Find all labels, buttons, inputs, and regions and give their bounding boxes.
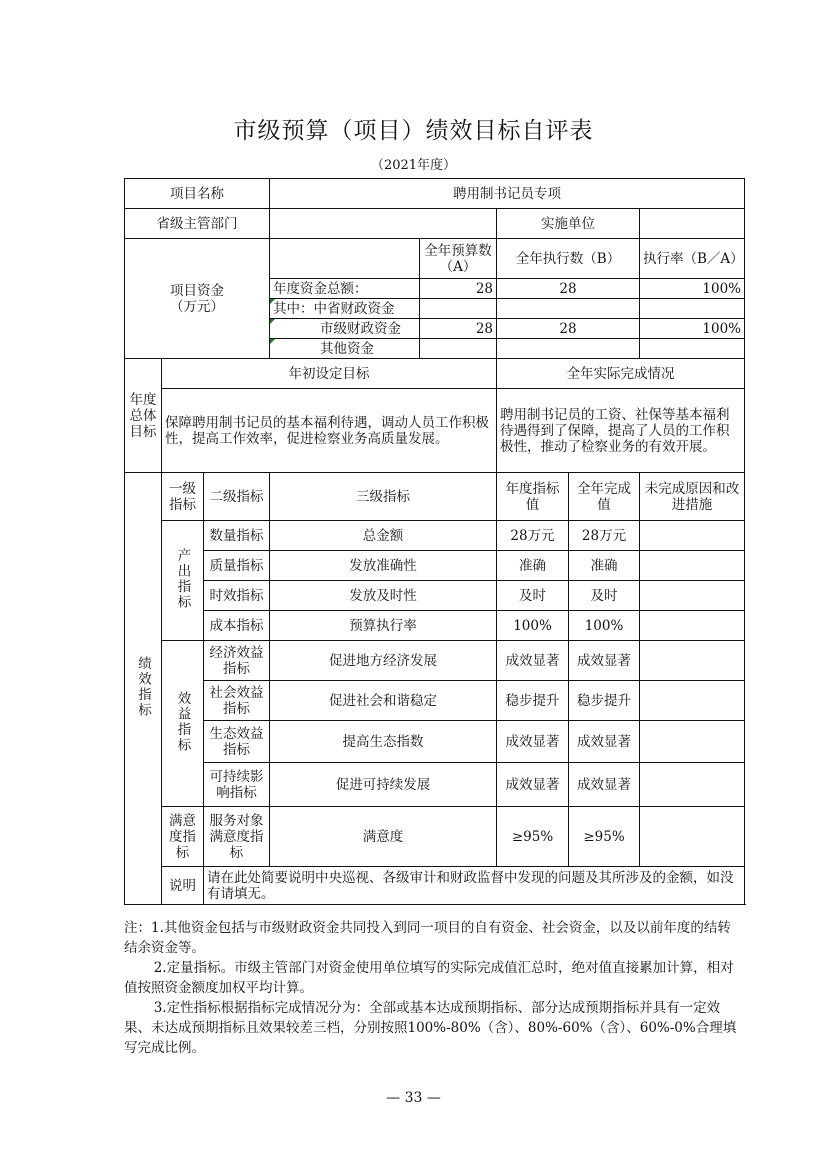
funds-row-label: 其他资金 [270, 339, 420, 359]
funds-row-label: 年度资金总额： [270, 279, 420, 299]
indicator-actual: 准确 [569, 551, 640, 581]
funds-col-rate: 执行率（B／A） [640, 239, 745, 279]
indicator-level2: 质量指标 [204, 551, 270, 581]
indicators-label: 绩效指标 [135, 655, 151, 718]
goals-label: 年度总体目标 [125, 359, 162, 473]
explain-row [125, 867, 745, 905]
indicator-reason [640, 721, 745, 763]
header-actual: 全年完成值 [569, 473, 640, 521]
indicator-level2: 可持续影响指标 [204, 763, 270, 807]
indicator-row [125, 581, 745, 611]
explain-text: 请在此处简要说明中央巡视、各级审计和财政监督中发现的问题及其所涉及的金额，如没有请填无。 [204, 867, 745, 905]
indicator-actual: 成效显著 [569, 721, 640, 763]
impl-unit-label: 实施单位 [497, 209, 640, 239]
funds-col-b: 全年执行数（B） [497, 239, 640, 279]
indicator-target: 及时 [497, 581, 569, 611]
header-level1: 一级指标 [162, 473, 204, 521]
goals-header-row [125, 359, 745, 389]
indicator-actual: 稳步提升 [569, 681, 640, 721]
indicator-level2: 数量指标 [204, 521, 270, 551]
goals-actual-text: 聘用制书记员的工资、社保等基本福利待遇得到了保障，提高了人员的工作积极性，推动了检察业务的有效开展。 [497, 389, 745, 473]
indicator-actual: 成效显著 [569, 763, 640, 807]
indicator-reason [640, 641, 745, 681]
indicator-reason [640, 581, 745, 611]
indicator-level2: 生态效益指标 [204, 721, 270, 763]
indicator-level3: 促进社会和谐稳定 [270, 681, 497, 721]
self-evaluation-table [124, 178, 745, 905]
funds-label: 项目资金 [170, 282, 224, 299]
indicator-actual: 28万元 [569, 521, 640, 551]
goals-set-text: 保障聘用制书记员的基本福利待遇，调动人员工作积极性，提高工作效率，促进检察业务高质量发展。 [162, 389, 497, 473]
indicators-label-cell [125, 473, 162, 905]
goals-set-header: 年初设定目标 [162, 359, 497, 389]
indicator-row [125, 641, 745, 681]
indicator-target: ≥95% [497, 807, 569, 867]
group-satisfaction-label: 满意度指标 [162, 807, 204, 867]
project-name-label: 项目名称 [125, 179, 270, 209]
indicator-actual: 及时 [569, 581, 640, 611]
note-2: 2.定量指标。市级主管部门对资金使用单位填写的实际完成值汇总时，绝对值直接累加计算，相对值按照资金额度加权平均计算。 [124, 960, 734, 996]
indicator-target: 28万元 [497, 521, 569, 551]
header-level2: 二级指标 [204, 473, 270, 521]
indicator-row [125, 763, 745, 807]
page-number: — 33 — [386, 1090, 441, 1106]
funds-row-b: 28 [497, 279, 640, 299]
group-output-cell [162, 521, 204, 641]
indicator-level3: 促进地方经济发展 [270, 641, 497, 681]
indicator-level2: 成本指标 [204, 611, 270, 641]
indicator-level3: 提高生态指数 [270, 721, 497, 763]
funds-row-rate [640, 299, 745, 319]
dept-row [125, 209, 745, 239]
indicator-row [125, 807, 745, 867]
indicator-row [125, 521, 745, 551]
group-benefit-cell [162, 641, 204, 807]
funds-row-a [420, 339, 497, 359]
impl-unit-value [640, 209, 745, 239]
explain-label: 说明 [162, 867, 204, 905]
funds-row-a: 28 [420, 279, 497, 299]
indicator-reason [640, 807, 745, 867]
indicator-row [125, 721, 745, 763]
funds-row-rate: 100% [640, 279, 745, 299]
indicator-actual: 成效显著 [569, 641, 640, 681]
funds-row-b [497, 299, 640, 319]
funds-row-a: 28 [420, 319, 497, 339]
indicator-level2: 经济效益指标 [204, 641, 270, 681]
indicator-target: 成效显著 [497, 641, 569, 681]
indicator-level3: 发放准确性 [270, 551, 497, 581]
header-target: 年度指标值 [497, 473, 569, 521]
indicator-level3: 满意度 [270, 807, 497, 867]
indicator-reason [640, 763, 745, 807]
indicator-target: 100% [497, 611, 569, 641]
indicator-level3: 发放及时性 [270, 581, 497, 611]
year-subtitle: （2021年度） [370, 158, 457, 173]
funds-header-blank [270, 239, 420, 279]
funds-row-label: 市级财政资金 [270, 319, 420, 339]
funds-row-rate: 100% [640, 319, 745, 339]
indicator-level3: 预算执行率 [270, 611, 497, 641]
group-output-label: 产出指标 [174, 547, 191, 610]
goals-text-row [125, 389, 745, 473]
funds-label-cell [125, 239, 270, 359]
funds-col-a: 全年预算数（A） [420, 239, 497, 279]
funds-row-label: 其中：中省财政资金 [270, 299, 420, 319]
funds-row-rate [640, 339, 745, 359]
indicator-actual: 100% [569, 611, 640, 641]
indicator-target: 稳步提升 [497, 681, 569, 721]
indicator-target: 成效显著 [497, 721, 569, 763]
dept-label: 省级主管部门 [125, 209, 270, 239]
indicator-reason [640, 681, 745, 721]
indicator-reason [640, 521, 745, 551]
indicator-target: 成效显著 [497, 763, 569, 807]
funds-row-b [497, 339, 640, 359]
indicator-level2: 服务对象满意度指标 [204, 807, 270, 867]
indicator-row [125, 551, 745, 581]
notes [124, 918, 744, 1058]
indicator-row [125, 681, 745, 721]
indicator-reason [640, 551, 745, 581]
indicator-level2: 社会效益指标 [204, 681, 270, 721]
indicator-level2: 时效指标 [204, 581, 270, 611]
dept-value [270, 209, 497, 239]
project-name-value: 聘用制书记员专项 [270, 179, 745, 209]
indicator-row [125, 611, 745, 641]
indicator-level3: 总金额 [270, 521, 497, 551]
page-title: 市级预算（项目）绩效目标自评表 [233, 118, 594, 144]
goals-actual-header: 全年实际完成情况 [497, 359, 745, 389]
group-benefit-label: 效益指标 [174, 690, 191, 753]
project-name-row [125, 179, 745, 209]
indicator-reason [640, 611, 745, 641]
funds-unit: （万元） [170, 298, 224, 315]
funds-row-a [420, 299, 497, 319]
note-1: 注：1.其他资金包括与市级财政资金共同投入到同一项目的自有资金、社会资金，以及以前年度的结转结余资金等。 [124, 920, 731, 956]
indicator-target: 准确 [497, 551, 569, 581]
indicators-header-row [125, 473, 745, 521]
note-3: 3.定性指标根据指标完成情况分为：全部或基本达成预期指标、部分达成预期指标并具有一定效果、未达成预期指标且效果较差三档，分别按照100%-80%（含）、80%-60%（含）、60%-0%合理填写完成比例。 [124, 1000, 737, 1056]
header-reason: 未完成原因和改进措施 [640, 473, 745, 521]
funds-row-b: 28 [497, 319, 640, 339]
indicator-level3: 促进可持续发展 [270, 763, 497, 807]
funds-header-row [125, 239, 745, 279]
indicator-actual: ≥95% [569, 807, 640, 867]
header-level3: 三级指标 [270, 473, 497, 521]
